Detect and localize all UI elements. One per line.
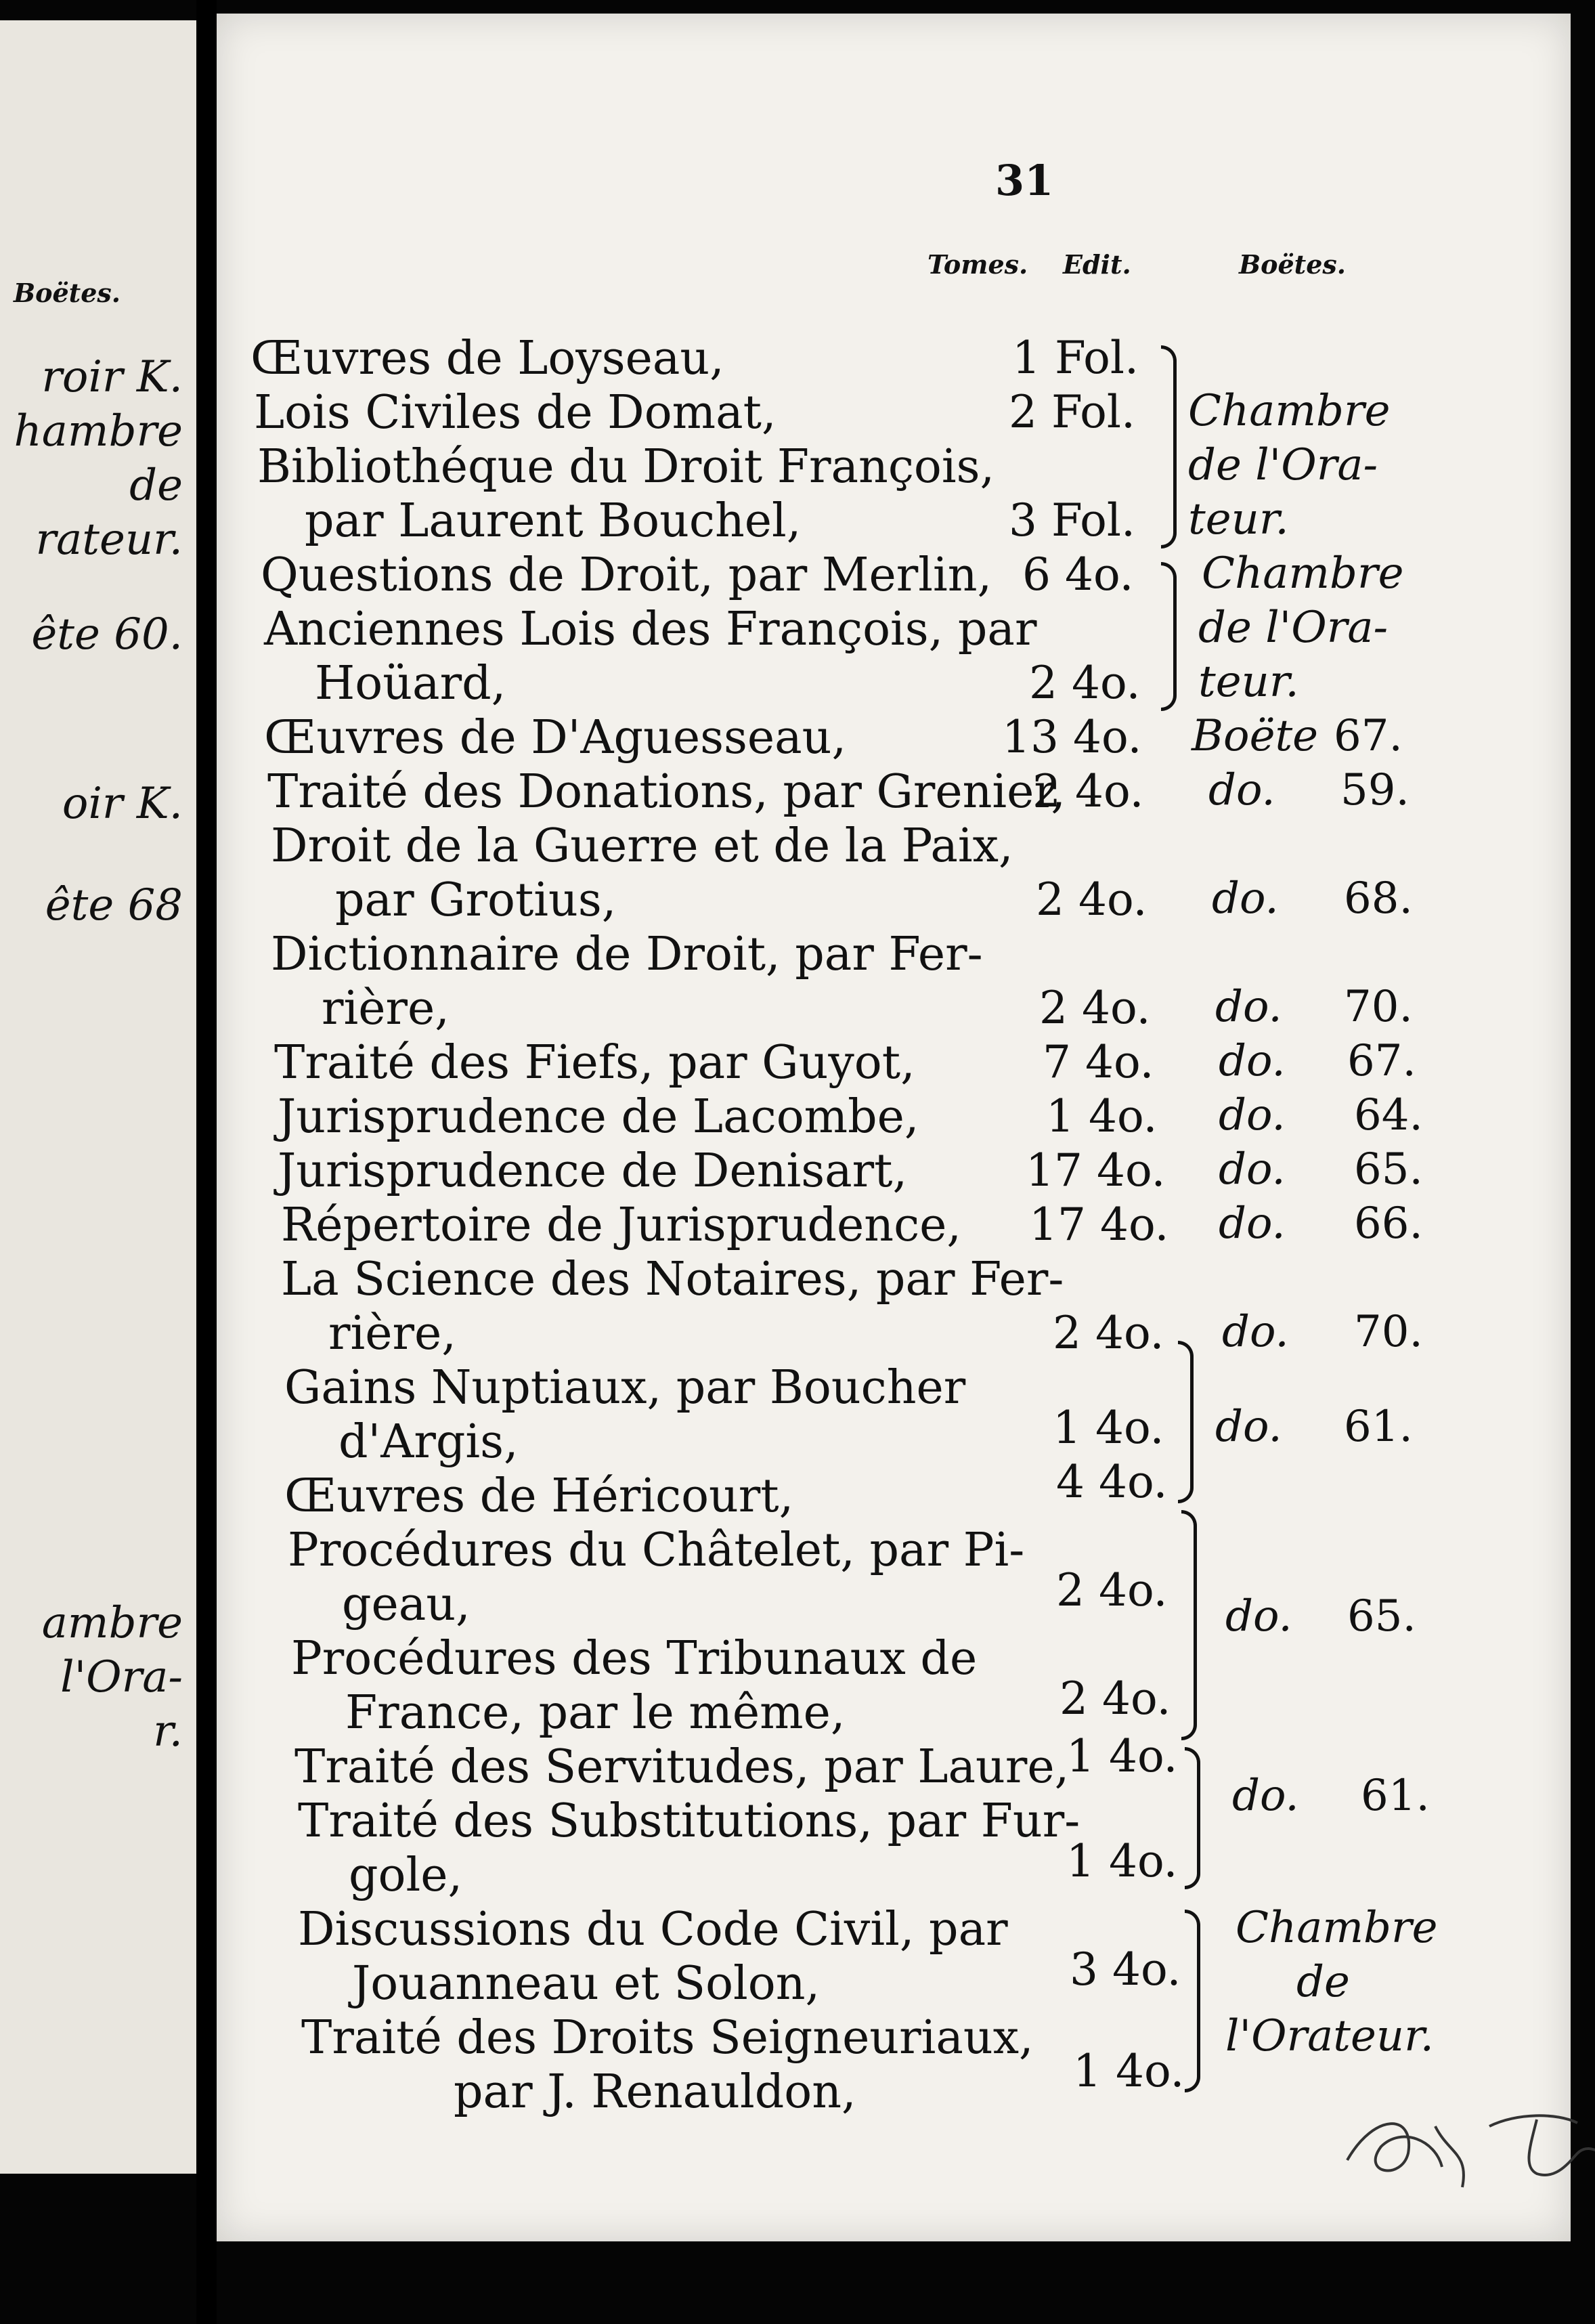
- box-number: 64.: [1354, 1090, 1423, 1140]
- grouping-brace: [1185, 1910, 1200, 2092]
- left-margin-text: rateur.: [35, 515, 183, 565]
- entry-title: Répertoire de Jurisprudence,: [281, 1199, 962, 1252]
- box-number: 59.: [1340, 765, 1410, 815]
- volume-count: 2 4o.: [1039, 982, 1151, 1034]
- location-text: do.: [1232, 1771, 1299, 1821]
- location-text: do.: [1219, 1144, 1286, 1195]
- volume-count: 1 4o.: [1073, 2045, 1185, 2097]
- box-number: 68.: [1344, 874, 1413, 924]
- location-text: de: [1296, 1957, 1350, 2007]
- entry-title: geau,: [342, 1578, 471, 1631]
- volume-count: 2 4o.: [1056, 1564, 1168, 1616]
- box-number: 65.: [1354, 1144, 1423, 1195]
- entry-title: Traité des Substitutions, par Fur-: [298, 1794, 1080, 1848]
- volume-count: 17 4o.: [1026, 1144, 1166, 1197]
- location-text: do.: [1208, 765, 1275, 815]
- entry-title: La Science des Notaires, par Fer-: [281, 1253, 1064, 1306]
- entry-title: Questions de Droit, par Merlin,: [261, 548, 992, 602]
- volume-count: 2 4o.: [1032, 765, 1144, 817]
- left-margin-text: roir K.: [41, 352, 183, 402]
- volume-count: 2 4o.: [1053, 1307, 1164, 1359]
- entry-title: Jouanneau et Solon,: [352, 1957, 821, 2010]
- left-margin-text: l'Ora-: [60, 1652, 183, 1702]
- entry-title: par Grotius,: [335, 874, 617, 927]
- entry-title: d'Argis,: [338, 1415, 519, 1469]
- location-text: de l'Ora-: [1198, 603, 1389, 653]
- volume-count: 1 4o.: [1066, 1835, 1178, 1887]
- left-margin-text: de: [129, 460, 183, 511]
- volume-count: 1 4o.: [1046, 1090, 1158, 1142]
- column-header-tomes: Tomes.: [927, 249, 1028, 280]
- entry-title: Lois Civiles de Domat,: [254, 386, 777, 439]
- volume-count: 2 4o.: [1036, 874, 1148, 926]
- left-margin-text: ête 68: [45, 880, 183, 930]
- entry-title: par Laurent Bouchel,: [305, 494, 802, 548]
- grouping-brace: [1178, 1341, 1194, 1503]
- left-margin-text: hambre: [14, 406, 183, 456]
- volume-count: 4 4o.: [1056, 1456, 1168, 1508]
- location-text: teur.: [1188, 494, 1289, 544]
- location-text: do.: [1219, 1090, 1286, 1140]
- location-text: l'Orateur.: [1225, 2011, 1434, 2061]
- location-text: do.: [1219, 1199, 1286, 1249]
- left-margin-text: ête 60.: [31, 609, 183, 660]
- entry-title: Droit de la Guerre et de la Paix,: [271, 819, 1013, 873]
- location-text: do.: [1212, 874, 1279, 924]
- location-text: do.: [1215, 982, 1282, 1032]
- volume-count: 3 Fol.: [1009, 494, 1135, 546]
- location-text: Chambre: [1202, 548, 1404, 599]
- entry-title: Traité des Fiefs, par Guyot,: [274, 1036, 915, 1090]
- location-text: do.: [1215, 1402, 1282, 1452]
- left-page-fragment: [0, 20, 198, 2174]
- location-text: Chambre: [1188, 386, 1391, 436]
- column-header-boetes: Boëtes.: [1239, 249, 1346, 280]
- entry-title: France, par le même,: [345, 1686, 846, 1740]
- volume-count: 2 4o.: [1059, 1673, 1171, 1725]
- entry-title: par J. Renauldon,: [454, 2065, 856, 2119]
- volume-count: 3 4o.: [1070, 1943, 1181, 1996]
- volume-count: 2 Fol.: [1009, 386, 1135, 438]
- left-margin-text: oir K.: [62, 779, 183, 829]
- entry-title: Traité des Droits Seigneuriaux,: [301, 2011, 1034, 2065]
- entry-title: Hoüard,: [315, 657, 506, 710]
- location-text: teur.: [1198, 657, 1299, 707]
- volume-count: 1 4o.: [1053, 1402, 1164, 1454]
- grouping-brace: [1181, 1510, 1197, 1740]
- entry-title: Œuvres de D'Aguesseau,: [264, 711, 847, 765]
- location-text: do.: [1222, 1307, 1289, 1357]
- entry-title: Jurisprudence de Denisart,: [278, 1144, 908, 1198]
- book-gutter: [196, 0, 217, 2324]
- location-text: Boëte: [1192, 711, 1319, 761]
- entry-title: Discussions du Code Civil, par: [298, 1903, 1008, 1956]
- location-text: do.: [1219, 1036, 1286, 1086]
- grouping-brace: [1161, 345, 1177, 548]
- volume-count: 17 4o.: [1029, 1199, 1169, 1251]
- volume-count: 1 Fol.: [1012, 332, 1139, 384]
- page-number: 31: [995, 156, 1054, 205]
- volume-count: 2 4o.: [1029, 657, 1141, 709]
- entry-title: Œuvres de Héricourt,: [284, 1469, 794, 1523]
- box-number: 66.: [1354, 1199, 1423, 1249]
- location-text: de l'Ora-: [1188, 440, 1378, 490]
- left-margin-text: r.: [153, 1706, 183, 1757]
- entry-title: rière,: [328, 1307, 456, 1360]
- entry-title: Jurisprudence de Lacombe,: [278, 1090, 919, 1144]
- volume-count: 7 4o.: [1043, 1036, 1154, 1088]
- entry-title: Gains Nuptiaux, par Boucher: [284, 1361, 966, 1415]
- grouping-brace: [1161, 562, 1177, 711]
- volume-count: 6 4o.: [1022, 548, 1134, 601]
- entry-title: Procédures des Tribunaux de: [291, 1632, 978, 1685]
- catalog-page: [217, 14, 1571, 2241]
- box-number: 70.: [1354, 1307, 1423, 1357]
- entry-title: Traité des Servitudes, par Laure,: [294, 1740, 1070, 1794]
- entry-title: rière,: [322, 982, 450, 1035]
- grouping-brace: [1185, 1747, 1200, 1889]
- volume-count: 1 4o.: [1066, 1730, 1178, 1782]
- entry-title: Traité des Donations, par Grenier,: [267, 765, 1066, 819]
- box-number: 70.: [1344, 982, 1413, 1032]
- entry-title: Bibliothéque du Droit François,: [257, 440, 995, 494]
- box-number: 65.: [1347, 1591, 1416, 1641]
- column-header-edit: Edit.: [1063, 249, 1131, 280]
- entry-title: Dictionnaire de Droit, par Fer-: [271, 928, 983, 981]
- left-margin-text: ambre: [41, 1598, 183, 1648]
- entry-title: Œuvres de Loyseau,: [250, 332, 724, 385]
- box-number: 67.: [1334, 711, 1403, 761]
- entry-title: Anciennes Lois des François, par: [264, 603, 1037, 656]
- entry-title: Procédures du Châtelet, par Pi-: [288, 1524, 1025, 1577]
- left-column-header: Boëtes.: [14, 278, 121, 308]
- entry-title: gole,: [349, 1849, 463, 1902]
- volume-count: 13 4o.: [1002, 711, 1142, 763]
- location-text: do.: [1225, 1591, 1292, 1641]
- box-number: 67.: [1347, 1036, 1416, 1086]
- location-text: Chambre: [1236, 1903, 1438, 1953]
- box-number: 61.: [1361, 1771, 1430, 1821]
- handwritten-signature: [1334, 2086, 1595, 2194]
- box-number: 61.: [1344, 1402, 1413, 1452]
